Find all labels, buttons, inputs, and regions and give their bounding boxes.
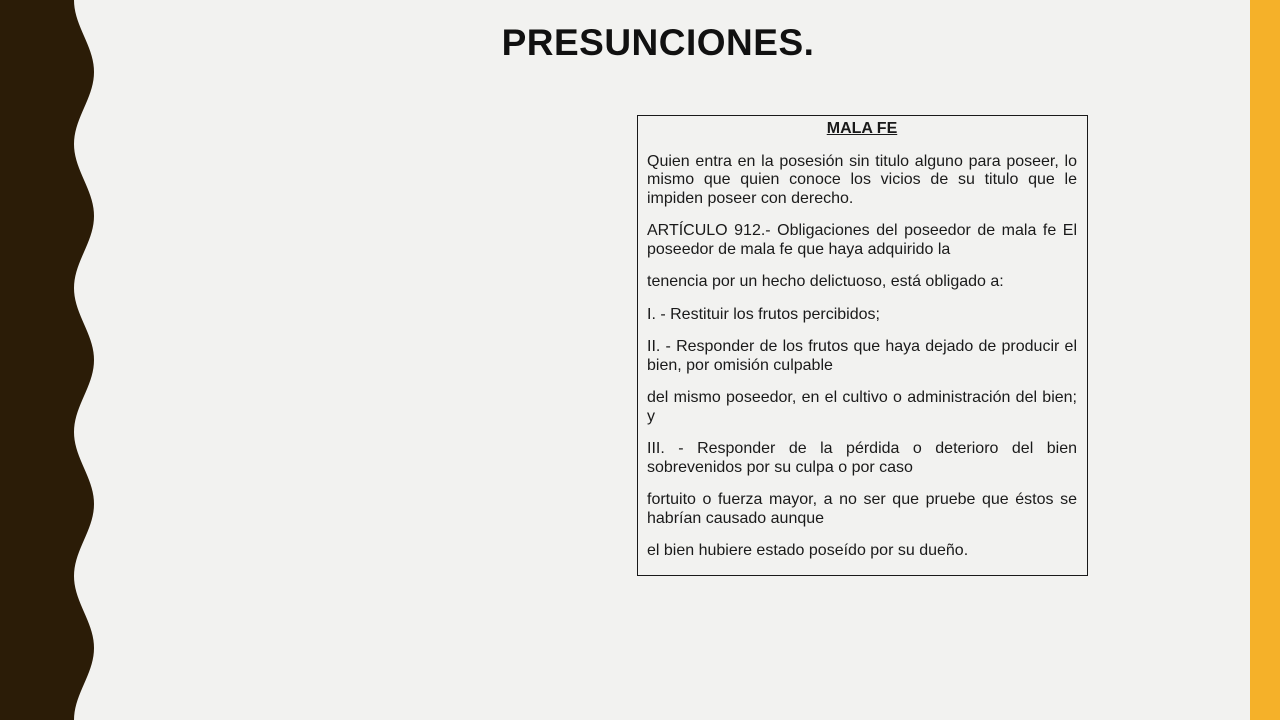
paragraph-item-ii: II. - Responder de los frutos que haya dejado de producir el bien, por omisión culpable bbox=[647, 338, 1077, 374]
paragraph-item-iii: III. - Responder de la pérdida o deterioro del bien sobrevenidos por su culpa o por caso bbox=[647, 440, 1077, 476]
wavy-band-shape bbox=[0, 0, 94, 720]
paragraph-definition: Quien entra en la posesión sin titulo alguno para poseer, lo mismo que quien conoce los vicios de su titulo que le impiden poseer con derecho. bbox=[647, 152, 1077, 207]
paragraph-closing: el bien hubiere estado poseído por su dueño. bbox=[647, 542, 969, 559]
right-accent-band bbox=[1250, 0, 1280, 720]
slide-title: PRESUNCIONES. bbox=[501, 22, 815, 63]
paragraph-item-iii-cont: fortuito o fuerza mayor, a no ser que pruebe que éstos se habrían causado aunque bbox=[647, 491, 1077, 527]
paragraph-tenencia: tenencia por un hecho delictuoso, está obligado a: bbox=[647, 273, 1004, 290]
box-heading: MALA FE bbox=[826, 120, 898, 137]
paragraph-item-ii-cont: del mismo poseedor, en el cultivo o administración del bien; y bbox=[647, 389, 1077, 425]
wavy-left-band bbox=[0, 0, 110, 720]
mala-fe-text-box bbox=[637, 115, 1088, 576]
paragraph-item-i: I. - Restituir los frutos percibidos; bbox=[647, 305, 880, 323]
paragraph-article-912: ARTÍCULO 912.- Obligaciones del poseedor de mala fe El poseedor de mala fe que haya adquirido la bbox=[647, 222, 1077, 258]
